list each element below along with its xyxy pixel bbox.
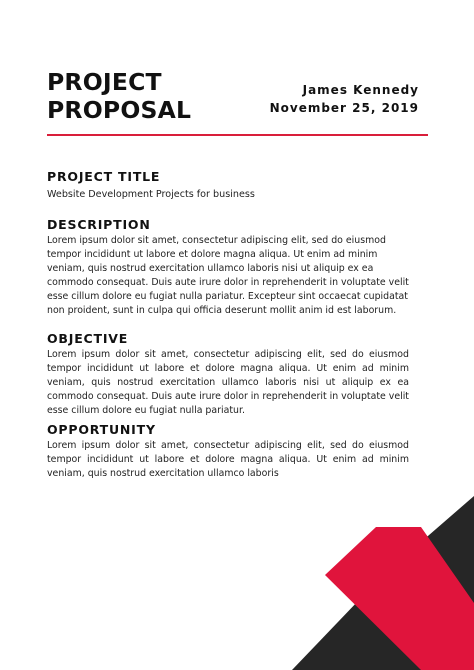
opportunity-heading: OPPORTUNITY (47, 422, 156, 438)
dark-red-triangle (376, 527, 421, 575)
document-title (47, 68, 191, 124)
section-opportunity (47, 422, 409, 481)
objective-heading: OBJECTIVE (47, 330, 129, 346)
section-project-title (47, 169, 409, 201)
author-date-block (270, 81, 419, 117)
project-title-heading: PROJECT TITLE (47, 169, 161, 184)
title-line-2: PROPOSAL (47, 96, 192, 124)
opportunity-text: Lorem ipsum dolor sit amet, consectetur adipiscing elit, sed do eiusmod tempor incididunt ut labore et dolore magna aliqua. Ut enim ad minim veniam, quis nostrud exercitation ullamco laboris (47, 440, 409, 480)
header-divider (47, 134, 428, 136)
objective-text: Lorem ipsum dolor sit amet, consectetur adipiscing elit, sed do eiusmod tempor incididunt ut labore et dolore magna aliqua. Ut enim ad minim veniam, quis nostrud exercitation ullamco laboris nisi ut aliquip ex ea commodo consequat. Duis aute irure dolor in reprehenderit in voluptate velit esse cillum dolore eu fugiat nulla pariatur. (47, 348, 409, 416)
red-band-shape (325, 527, 474, 670)
dark-corner-shape (292, 496, 474, 670)
section-description (47, 217, 409, 319)
section-objective (47, 331, 409, 418)
description-heading: DESCRIPTION (47, 217, 151, 232)
title-line-1: PROJECT (47, 68, 162, 96)
document-date: November 25, 2019 (269, 101, 419, 115)
project-title-text: Website Development Projects for business (47, 189, 255, 200)
author-name: James Kennedy (302, 83, 419, 97)
document-body (47, 169, 409, 481)
description-text: Lorem ipsum dolor sit amet, consectetur adipiscing elit, sed do eiusmod tempor incididunt ut labore et dolore magna aliqua. Ut enim ad minim veniam, quis nostrud exercitation ullamco laboris nisi ut aliquip ex ea commodo consequat. Duis aute irure dolor in reprehenderit in voluptate velit esse cillum dolore eu fugiat nulla pariatur. Excepteur sint occaecat cupidatat non proident, sunt in culpa qui officia deserunt mollit anim id est laborum. (47, 235, 409, 317)
